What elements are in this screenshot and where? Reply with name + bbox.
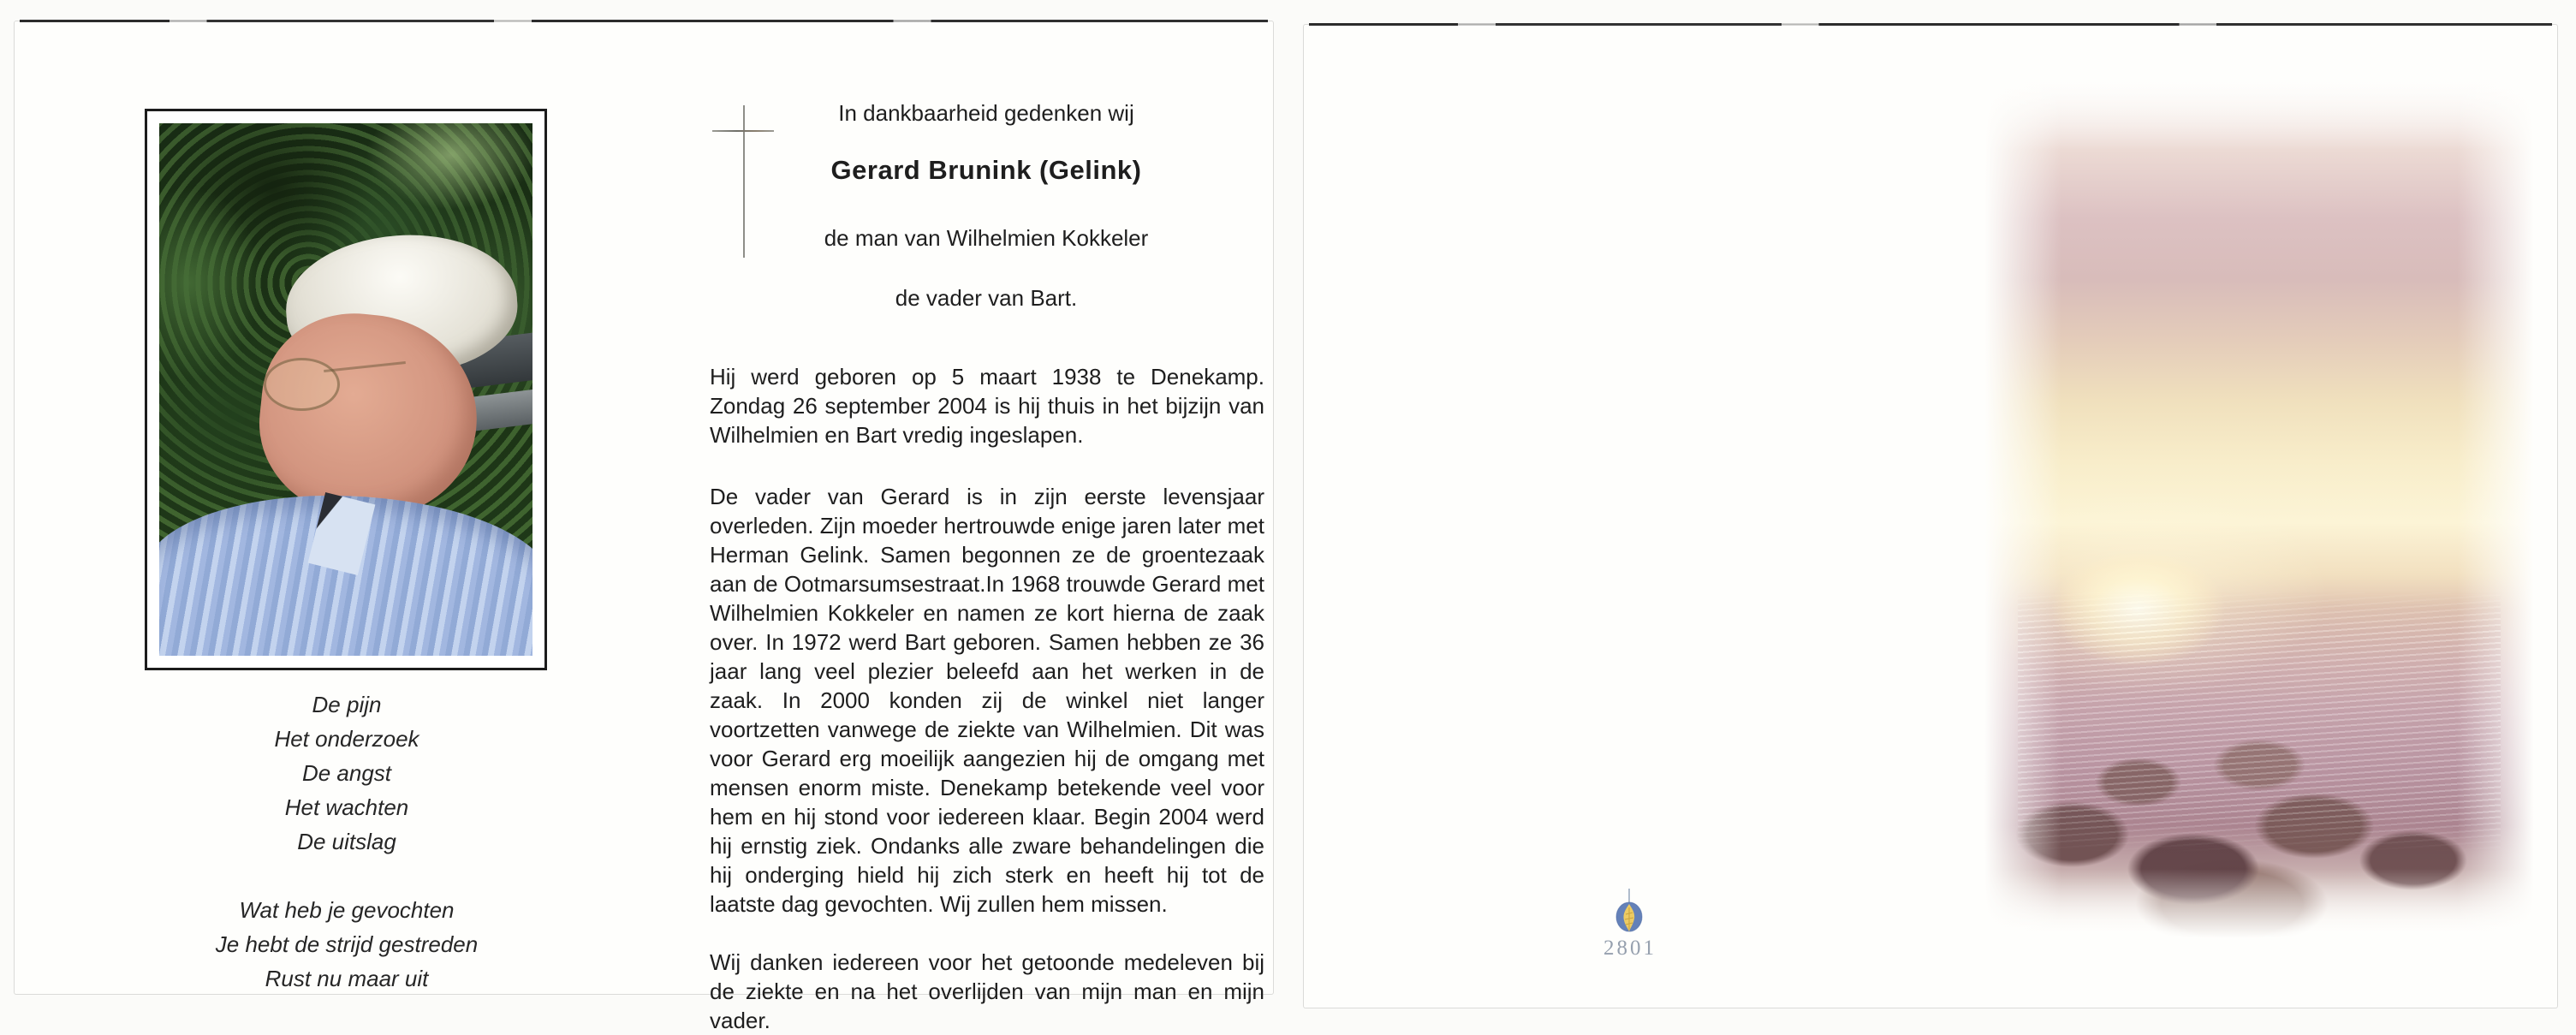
poem-line: De pijn: [312, 692, 382, 717]
deceased-name: Gerard Brunink (Gelink): [830, 155, 1142, 185]
poem-line: De angst: [301, 760, 392, 786]
cross-horizontal-bar: [712, 130, 774, 132]
print-number: 2801: [1603, 937, 1657, 960]
left-card: [14, 21, 1274, 1033]
poem-line: Je hebt de strijd gestreden: [215, 931, 479, 957]
portrait-photo: [159, 123, 532, 656]
sunset-ocean-image: [1984, 72, 2534, 938]
portrait-glasses: [264, 358, 340, 411]
poem-line: Het wachten: [284, 794, 409, 820]
logo-ornament-icon: [1609, 889, 1650, 938]
relation-child-line: de vader van Bart.: [895, 285, 1078, 311]
intro-text: In dankbaarheid gedenken wij: [838, 100, 1134, 126]
poem-line: Wat heb je gevochten: [239, 897, 455, 923]
paragraph-life-story: De vader van Gerard is in zijn eerste levensjaar overleden. Zijn moeder hertrouwde enige jaren later met Herman Gelink. Samen begonnen ze de groentezaak aan de Ootmarsumsestraat.In 1968 trouwde Gerard met Wilhelmien Kokkeler en namen ze kort hierna de zaak over. In 1972 werd Bart geboren. Samen hebben ze 36 jaar lang veel plezier beleefd aan het werken in de zaak. In 2000 konden zij de winkel niet langer voortzetten vanwege de ziekte van Wilhelmien. Dit was voor Gerard erg moeilijk aangezien hij de omgang met mensen enorm miste. Denekamp betekende veel voor hem en hij stond voor iedereen klaar. Begin 2004 werd hij ernstig ziek. Ondanks alle zware behandelingen die hij onderging hield hij zich sterk en heeft hij tot de laatste dag gevochten. Wij zullen hem missen.: [710, 484, 1264, 917]
poem-stanza-1: [133, 687, 561, 859]
paragraph-birth-death: Hij werd geboren op 5 maart 1938 te Denekamp. Zondag 26 september 2004 is hij thuis in het bijzijn van Wilhelmien en Bart vredig ingeslapen.: [710, 364, 1264, 448]
photo-frame: [145, 109, 547, 670]
paragraph-thanks: Wij danken iedereen voor het getoonde medeleven bij de ziekte en na het overlijden van mijn man en mijn vader.: [710, 949, 1264, 1033]
poem-line: Het onderzoek: [274, 726, 419, 752]
printer-logo-icon: [1609, 889, 1650, 938]
relation-spouse-line: de man van Wilhelmien Kokkeler: [824, 225, 1149, 251]
poem-stanza-2: [133, 893, 561, 996]
poem-line: Rust nu maar uit: [265, 966, 429, 991]
poem-line: De uitslag: [297, 829, 396, 854]
